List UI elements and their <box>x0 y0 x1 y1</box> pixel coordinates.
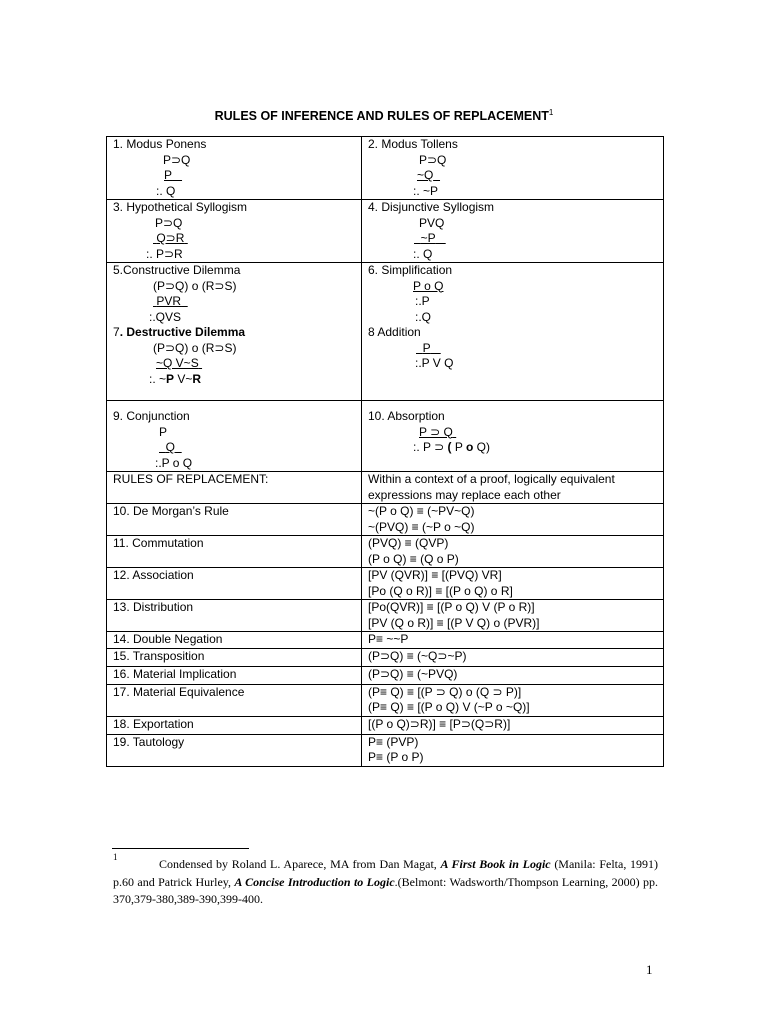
rule-formula: [(P o Q)⊃R)] ≡ [P⊃(Q⊃R)] <box>362 716 664 734</box>
title-text: RULES OF INFERENCE AND RULES OF REPLACEMENT <box>214 109 549 124</box>
footnote-text: Condensed by Roland L. Aparece, MA from Dan Magat, A First Book in Logic (Manila: Felta, 1991) p.60 and Patrick Hurley, A Concise Introduction to Logic.(Belmont: Wadsworth/Thompson Learning, 2000) pp. 370,379-380,389-390,399-400. <box>113 857 659 906</box>
rule-name: 10. De Morgan’s Rule <box>107 504 362 536</box>
table-row <box>107 600 664 632</box>
rule-name: 5.Constructive Dilemma <box>113 263 241 277</box>
rule-name: 2. Modus Tollens <box>368 137 458 151</box>
conclusion: :. P ⊃ ( P o Q) <box>413 440 490 454</box>
book-title: A First Book in Logic <box>440 857 551 871</box>
rule-name: 19. Tautology <box>107 734 362 766</box>
table-row <box>107 472 664 504</box>
table-row <box>107 504 664 536</box>
rule-formula: (PVQ) ≡ (QVP) (P o Q) ≡ (Q o P) <box>362 536 664 568</box>
premise: P⊃Q <box>155 215 183 230</box>
table-row <box>107 536 664 568</box>
conclusion: :. Q <box>156 183 176 198</box>
premise: P <box>159 424 168 439</box>
rule-name: 9. Conjunction <box>113 409 190 423</box>
rule-name: 11. Commutation <box>107 536 362 568</box>
conclusion: :.Q <box>415 309 432 324</box>
premise: (P⊃Q) o (R⊃S) <box>153 278 237 293</box>
premise: P <box>164 168 173 182</box>
rule-name: 16. Material Implication <box>107 666 362 684</box>
replacement-header-right: Within a context of a proof, logically equivalent expressions may replace each other <box>362 472 664 504</box>
rule-name: 3. Hypothetical Syllogism <box>113 200 248 214</box>
premise: ~Q V~S <box>156 356 199 370</box>
table-row <box>107 684 664 716</box>
footnote-mark: 1 <box>113 852 118 862</box>
simplification-addition-cell <box>362 263 664 401</box>
conclusion: :.QVS <box>149 309 182 324</box>
footnote-separator <box>112 848 249 849</box>
rule-name: 13. Distribution <box>107 600 362 632</box>
rules-table <box>106 136 664 767</box>
conclusion: :.P o Q <box>155 455 193 470</box>
rule-name: 6. Simplification <box>368 263 453 277</box>
absorption-cell <box>362 401 664 472</box>
modus-ponens-cell <box>107 137 362 200</box>
table-row <box>107 263 664 401</box>
premise: Q <box>165 440 176 454</box>
rule-name: 1. Modus Ponens <box>113 137 207 151</box>
premise: P ⊃ Q <box>419 424 453 439</box>
conclusion: :.P V Q <box>415 356 454 370</box>
hypothetical-syllogism-cell <box>107 200 362 263</box>
rule-name: 4. Disjunctive Syllogism <box>368 200 495 214</box>
table-row <box>107 734 664 766</box>
premise: PVR <box>156 294 182 308</box>
rule-name: . Destructive Dilemma <box>119 325 246 339</box>
table-row <box>107 648 664 666</box>
premise: (P⊃Q) o (R⊃S) <box>153 340 237 355</box>
table-row <box>107 632 664 649</box>
table-row <box>107 401 664 472</box>
conclusion: :. ~P <box>413 183 439 198</box>
table-row <box>107 200 664 263</box>
modus-tollens-cell <box>362 137 664 200</box>
page-title <box>0 108 768 123</box>
rule-formula: P≡ ~~P <box>362 632 664 649</box>
table-row <box>107 568 664 600</box>
conclusion: :. ~P V~R <box>149 371 202 386</box>
book-title: A Concise Introduction to Logic <box>234 874 395 889</box>
rule-formula: (P⊃Q) ≡ (~PVQ) <box>362 666 664 684</box>
premise: Q⊃R <box>156 231 185 245</box>
rule-name: 10. Absorption <box>368 409 445 423</box>
premise: P <box>422 340 431 355</box>
rule-formula: ~(P o Q) ≡ (~PV~Q) ~(PVQ) ≡ (~P o ~Q) <box>362 504 664 536</box>
disjunctive-syllogism-cell <box>362 200 664 263</box>
rule-formula: [Po(QVR)] ≡ [(P o Q) V (P o R)] [PV (Q o R)] ≡ [(P V Q) o (PVR)] <box>362 600 664 632</box>
table-row <box>107 716 664 734</box>
rule-formula: (P⊃Q) ≡ (~Q⊃~P) <box>362 648 664 666</box>
premise: P o Q <box>413 278 444 293</box>
page-number: 1 <box>646 962 653 977</box>
conjunction-cell <box>107 401 362 472</box>
premise: P⊃Q <box>419 152 447 167</box>
rule-formula: (P≡ Q) ≡ [(P ⊃ Q) o (Q ⊃ P)] (P≡ Q) ≡ [(P o Q) V (~P o ~Q)] <box>362 684 664 716</box>
premise: ~P <box>420 231 436 245</box>
conclusion: :.P <box>415 294 430 308</box>
rule-number: 7 <box>113 325 120 339</box>
rule-name: 18. Exportation <box>107 716 362 734</box>
dilemma-cell <box>107 263 362 401</box>
rule-name: 14. Double Negation <box>107 632 362 649</box>
conclusion: :. P⊃R <box>146 246 183 261</box>
premise: P⊃Q <box>163 152 191 167</box>
table-row <box>107 137 664 200</box>
premise: ~Q <box>417 168 434 182</box>
rule-name: 8 Addition <box>368 325 421 339</box>
rule-name: 12. Association <box>107 568 362 600</box>
title-footnote-mark: 1 <box>548 108 554 117</box>
rule-formula: [PV (QVR)] ≡ [(PVQ) VR] [Po (Q o R)] ≡ [(P o Q) o R] <box>362 568 664 600</box>
rule-name: 15. Transposition <box>107 648 362 666</box>
rule-name: 17. Material Equivalence <box>107 684 362 716</box>
conclusion: :. Q <box>413 246 433 261</box>
premise: PVQ <box>419 215 445 230</box>
table-row <box>107 666 664 684</box>
replacement-header-left: RULES OF REPLACEMENT: <box>107 472 362 504</box>
rule-formula: P≡ (PVP) P≡ (P o P) <box>362 734 664 766</box>
